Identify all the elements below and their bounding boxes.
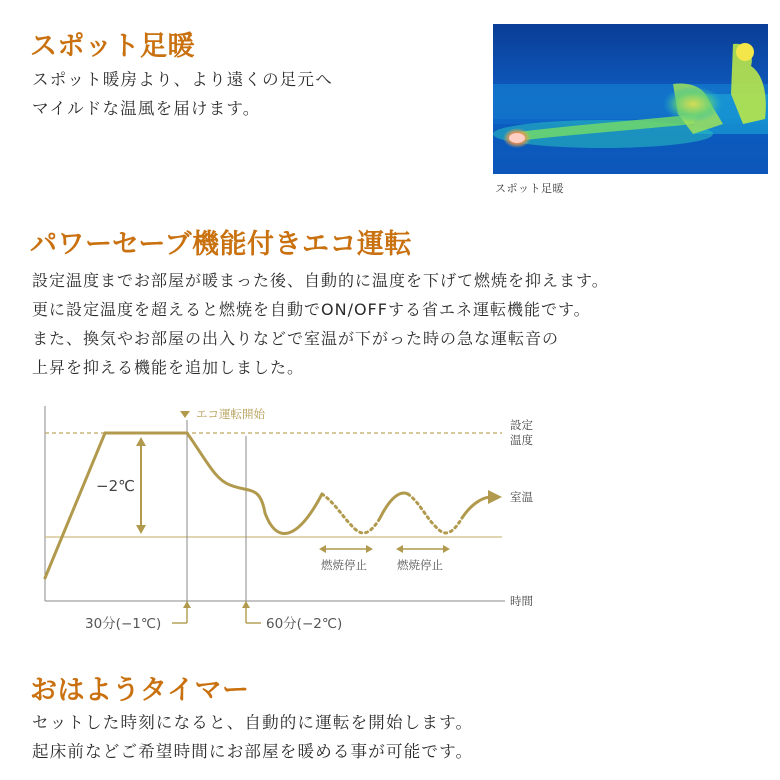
sixty-minute-up-arrow-icon (242, 601, 250, 608)
room-temperature-arrow-icon (488, 490, 502, 504)
stop-arrow-2-left-icon (396, 545, 403, 553)
description-line: また、換気やお部屋の出入りなどで室温が下がった時の急な運転音の (32, 329, 560, 348)
thirty-minute-up-arrow-icon (183, 601, 191, 608)
room-temperature-curve-on-3 (462, 497, 490, 518)
eco-start-label: エコ運転開始 (196, 407, 265, 421)
delta-label: −2℃ (96, 477, 135, 495)
stop-label-1: 燃焼停止 (321, 558, 367, 572)
eco-start-triangle-icon (180, 411, 190, 418)
description-line: 設定温度までお部屋が暖まった後、自動的に温度を下げて燃焼を抑えます。 (32, 271, 609, 290)
room-temperature-curve-on-2 (380, 493, 408, 518)
eco-operation-diagram (30, 398, 550, 643)
thirty-minute-label: 30分(−1℃) (85, 616, 162, 632)
room-temperature-curve-off-2 (408, 494, 462, 533)
time-axis-label: 時間 (510, 594, 533, 608)
delta-arrow-down-icon (136, 525, 146, 534)
section-heading-eco-operation: パワーセーブ機能付きエコ運転 (30, 229, 413, 260)
section-heading-morning-timer: おはようタイマー (30, 675, 250, 706)
set-temperature-label-2: 温度 (510, 433, 533, 447)
spot-foot-warming-description (32, 65, 333, 123)
stop-arrow-1-right-icon (366, 545, 373, 553)
description-line: スポット暖房より、より遠くの足元へ (32, 70, 333, 89)
stop-label-2: 燃焼停止 (397, 558, 443, 572)
stop-arrow-2-right-icon (443, 545, 450, 553)
sixty-minute-label: 60分(−2℃) (266, 616, 343, 632)
delta-arrow-up-icon (136, 437, 146, 446)
thermal-image (493, 24, 768, 174)
description-line: セットした時刻になると、自動的に運転を開始します。 (32, 713, 474, 732)
section-heading-spot-foot-warming: スポット足暖 (30, 31, 195, 62)
room-temperature-curve (45, 433, 322, 578)
morning-timer-description (32, 708, 473, 766)
description-line: マイルドな温風を届けます。 (32, 99, 261, 118)
room-temperature-label: 室温 (510, 490, 533, 504)
description-line: 更に設定温度を超えると燃焼を自動でON/OFFする省エネ運転機能です。 (32, 300, 591, 319)
description-line: 起床前などご希望時間にお部屋を暖める事が可能です。 (32, 742, 474, 761)
thermal-image-caption: スポット足暖 (495, 182, 564, 195)
set-temperature-label-1: 設定 (510, 418, 533, 432)
eco-operation-description (32, 266, 609, 382)
description-line: 上昇を抑える機能を追加しました。 (32, 358, 305, 377)
room-temperature-curve-off-1 (322, 494, 380, 533)
stop-arrow-1-left-icon (319, 545, 326, 553)
